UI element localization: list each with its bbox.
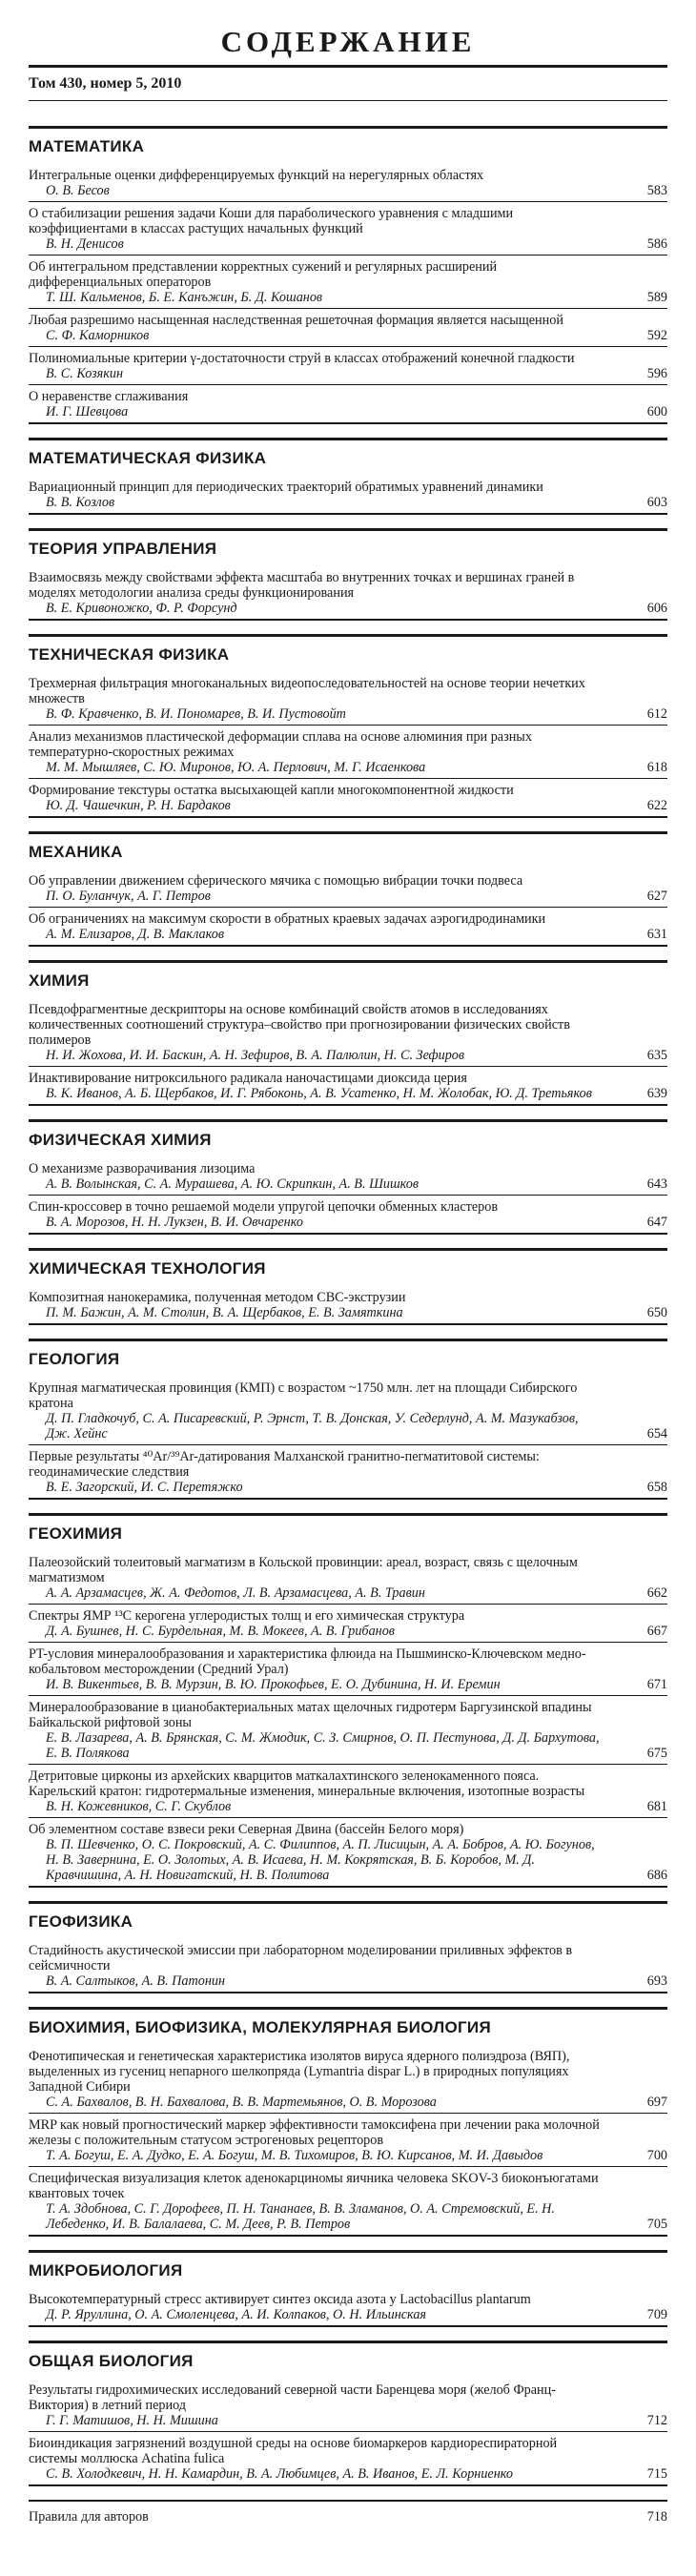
page-title: СОДЕРЖАНИЕ [220,25,476,58]
article-authors: Н. И. Жохова, И. И. Баскин, А. Н. Зефиров, В. А. Палюлин, Н. С. Зефиров [46,1048,465,1063]
page-number: 647 [646,1215,667,1230]
article-authors: П. О. Буланчук, А. Г. Петров [46,889,211,904]
section-entries [29,1284,667,1325]
page-number: 650 [646,1305,667,1320]
authors-rules-entry[interactable] [29,2500,667,2531]
page-number: 639 [646,1086,667,1101]
page-number: 693 [646,1973,667,1989]
page-number: 643 [646,1176,667,1192]
toc-entry[interactable] [29,1643,667,1696]
authors-row [29,706,667,722]
authors-row [29,183,667,198]
toc-entry[interactable] [29,1551,667,1605]
article-title: Фенотипическая и генетическая характеристика изолятов вируса ядерного полиэдроза (ВЯП), выделенных из гусениц непарного шелкопряда (Lymantria dispar L.) в природных популяциях Западной Сибири [29,2049,570,2095]
section-entries [29,1937,667,1993]
article-authors: А. В. Волынская, С. А. Мурашева, А. Ю. Скрипкин, А. В. Шишков [46,1176,420,1192]
authors-row [29,798,667,813]
toc-entry[interactable] [29,1696,667,1765]
article-title: Трехмерная фильтрация многоканальных видеопоследовательностей на основе теории нечетких множеств [29,676,585,706]
page-number: 697 [646,2095,667,2110]
article-authors: Т. А. Богуш, Е. А. Дудко, Е. А. Богуш, М. В. Тихомиров, В. Ю. Кирсанов, М. И. Давыдов [46,2148,543,2163]
article-authors: В. Е. Кривоножко, Ф. Р. Форсунд [46,601,237,616]
toc-section [29,1513,667,1888]
toc-entry[interactable] [29,998,667,1067]
article-authors: В. Н. Денисов [46,236,124,252]
article-title: Интегральные оценки дифференцируемых функций на нерегулярных областях [29,168,484,183]
article-authors: В. С. Козякин [46,366,124,381]
article-title: Об элементном составе взвеси реки Северная Двина (бассейн Белого моря) [29,1822,464,1837]
page-number: 667 [646,1624,667,1639]
page-number: 612 [646,706,667,722]
article-title: Формирование текстуры остатка высыхающей капли многокомпонентной жидкости [29,783,514,798]
article-authors: М. М. Мышляев, С. Ю. Миронов, Ю. А. Перлович, М. Г. Исаенкова [46,760,426,775]
authors-row [29,2307,667,2322]
article-title: Об интегральном представлении корректных сужений и регулярных расширений дифференциальных операторов [29,259,498,290]
toc-section [29,2341,667,2486]
title-rule [29,65,667,68]
page-number: 583 [646,183,667,198]
authors-row [29,1677,667,1692]
article-authors: В. В. Козлов [46,495,115,510]
section-heading: МИКРОБИОЛОГИЯ [29,2250,667,2286]
authors-row [29,404,667,419]
toc-entry[interactable] [29,476,667,515]
article-title: Крупная магматическая провинция (КМП) с возрастом ~1750 млн. лет на площади Сибирского кратона [29,1380,578,1411]
section-entries [29,162,667,424]
toc-entry[interactable] [29,164,667,202]
toc-entry[interactable] [29,256,667,309]
section-entries [29,996,667,1106]
authors-row [29,1624,667,1639]
page-number: 618 [646,760,667,775]
authors-row [29,328,667,343]
article-title: PT-условия минералообразования и характеристика флюида на Пышминско-Ключевском медно-кобальтовом месторождении (Средний Урал) [29,1646,586,1677]
article-title: О механизме разворачивания лизоцима [29,1161,256,1176]
page-number: 596 [646,366,667,381]
section-heading: ГЕОЛОГИЯ [29,1339,667,1375]
page-number: 709 [646,2307,667,2322]
article-authors: Д. Р. Яруллина, О. А. Смоленцева, А. И. Колпаков, О. Н. Ильинская [46,2307,427,2322]
section-heading: БИОХИМИЯ, БИОФИЗИКА, МОЛЕКУЛЯРНАЯ БИОЛОГИЯ [29,2007,667,2043]
article-title: Псевдофрагментные дескрипторы на основе комбинаций свойств атомов в исследованиях количественных соотношений структура–свойство при прогнозировании физических свойств полимеров [29,1002,570,1048]
article-authors: В. Е. Загорский, И. С. Перетяжко [46,1480,243,1495]
article-authors: И. Г. Шевцова [46,404,129,419]
article-authors: В. А. Салтыков, А. В. Патонин [46,1973,226,1989]
article-title: Композитная нанокерамика, полученная методом СВС-экструзии [29,1290,406,1305]
toc-entry[interactable] [29,2045,667,2114]
article-title: Об ограничениях на максимум скорости в обратных краевых задачах аэрогидродинамики [29,911,546,927]
section-entries [29,2286,667,2327]
article-title: Любая разрешимо насыщенная наследственная решеточная формация является насыщенной [29,313,563,328]
authors-row [29,1480,667,1495]
authors-row [29,2148,667,2163]
authors-row [29,1730,667,1761]
section-entries [29,1155,667,1235]
authors-rules-page: 718 [646,2509,667,2525]
article-title: Высокотемпературный стресс активирует синтез оксида азота у Lactobacillus plantarum [29,2292,531,2307]
toc-section [29,960,667,1106]
section-heading: ХИМИЯ [29,960,667,996]
toc-section [29,831,667,947]
article-title: Об управлении движением сферического мячика с помощью вибрации точки подвеса [29,873,523,889]
article-authors: А. А. Арзамасцев, Ж. А. Федотов, Л. В. Арзамасцева, А. В. Травин [46,1585,425,1601]
toc-entry[interactable] [29,1067,667,1106]
volume-info: Том 430, номер 5, 2010 [29,75,182,92]
authors-row [29,1048,667,1063]
article-title: Вариационный принцип для периодических траекторий обратимых уравнений динамики [29,480,543,495]
article-title: Взаимосвязь между свойствами эффекта масштаба во внутренних точках и вершинах граней в моделях методологии анализа среды функционирования [29,570,575,601]
authors-row [29,760,667,775]
authors-row [29,1799,667,1814]
volume-rule [29,100,667,101]
section-heading: ТЕОРИЯ УПРАВЛЕНИЯ [29,528,667,564]
page-number: 712 [646,2413,667,2428]
authors-row [29,1176,667,1192]
article-authors: В. П. Шевченко, О. С. Покровский, А. С. Филиппов, А. П. Лисицын, А. А. Бобров, А. Ю. Богунов, Н. В. Завернина, Е. О. Золотых, А. В. Исаева, Н. М. Кокрятская, В. Б. Коробов, М. Д. Кравчишина, А. Н. Новигатский, Н. В. Политова [46,1837,595,1883]
authors-row [29,927,667,942]
article-title: Спектры ЯМР ¹³C керогена углеродистых толщ и его химическая структура [29,1608,465,1624]
page-number: 606 [646,601,667,616]
page-number: 671 [646,1677,667,1692]
article-authors: А. М. Елизаров, Д. В. Маклаков [46,927,225,942]
toc-entry[interactable] [29,672,667,726]
article-authors: В. Ф. Кравченко, В. И. Пономарев, В. И. Пустовойт [46,706,346,722]
toc-entry[interactable] [29,2432,667,2486]
page-number: 658 [646,1480,667,1495]
toc-section [29,1248,667,1325]
toc-entry[interactable] [29,1157,667,1196]
article-authors: Ю. Д. Чашечкин, Р. Н. Бардаков [46,798,231,813]
toc-entry[interactable] [29,566,667,621]
authors-row [29,889,667,904]
authors-row [29,1585,667,1601]
page-number: 715 [646,2466,667,2482]
toc-entry[interactable] [29,1818,667,1888]
toc-entry[interactable] [29,2379,667,2432]
page-number: 686 [646,1868,667,1883]
page-number: 681 [646,1799,667,1814]
authors-row [29,2466,667,2482]
article-title: Минералообразование в цианобактериальных матах щелочных гидротерм Баргузинской впадины Байкальской рифтовой зоны [29,1700,592,1730]
toc-entry[interactable] [29,779,667,818]
section-heading: ФИЗИЧЕСКАЯ ХИМИЯ [29,1119,667,1155]
toc-entry[interactable] [29,202,667,256]
authors-row [29,2413,667,2428]
authors-row [29,2095,667,2110]
toc-section [29,634,667,818]
section-entries [29,474,667,515]
article-authors: О. В. Бесов [46,183,110,198]
article-authors: Е. В. Лазарева, А. В. Брянская, С. М. Жмодик, С. З. Смирнов, О. П. Пестунова, Д. Д. Бархутова, Е. В. Полякова [46,1730,600,1761]
article-authors: В. К. Иванов, А. Б. Щербаков, И. Г. Рябоконь, А. В. Усатенко, Н. М. Жолобак, Ю. Д. Третьяков [46,1086,592,1101]
toc-entry[interactable] [29,1196,667,1235]
toc-section [29,2007,667,2237]
authors-row [29,236,667,252]
authors-row [29,495,667,510]
article-title: Результаты гидрохимических исследований северной части Баренцева моря (желоб Франц-Виктория) в летний период [29,2382,556,2413]
section-entries [29,2377,667,2486]
authors-row [29,1837,667,1883]
toc-entry[interactable] [29,908,667,947]
article-authors: Т. Ш. Кальменов, Б. Е. Канъжин, Б. Д. Кошанов [46,290,323,305]
page-number: 622 [646,798,667,813]
toc-entry[interactable] [29,1286,667,1325]
section-entries [29,564,667,621]
authors-row [29,290,667,305]
section-heading: ХИМИЧЕСКАЯ ТЕХНОЛОГИЯ [29,1248,667,1284]
article-authors: П. М. Бажин, А. М. Столин, В. А. Щербаков, Е. В. Замяткина [46,1305,403,1320]
authors-row [29,1973,667,1989]
article-authors: Т. А. Здобнова, С. Г. Дорофеев, П. Н. Тананаев, В. В. Зламанов, О. А. Стремовский, Е. Н. Лебеденко, И. В. Балалаева, С. М. Деев, Р. В. Петров [46,2201,555,2232]
section-entries [29,868,667,947]
article-title: О стабилизации решения задачи Коши для параболического уравнения с младшими коэффициентами в классах растущих начальных функций [29,206,514,236]
toc-entry[interactable] [29,1377,667,1445]
page-number: 589 [646,290,667,305]
article-title: Анализ механизмов пластической деформации сплава на основе алюминия при разных температурно-скоростных режимах [29,729,532,760]
page-number: 627 [646,889,667,904]
section-heading: МАТЕМАТИЧЕСКАЯ ФИЗИКА [29,438,667,474]
toc-entry[interactable] [29,347,667,385]
section-heading: МЕХАНИКА [29,831,667,868]
toc-entry[interactable] [29,385,667,424]
toc-section [29,2250,667,2327]
article-authors: И. В. Викентьев, В. В. Мурзин, В. Ю. Прокофьев, Е. О. Дубинина, Н. И. Еремин [46,1677,501,1692]
authors-rules-label: Правила для авторов [29,2509,149,2525]
toc-section [29,528,667,621]
section-heading: ТЕХНИЧЕСКАЯ ФИЗИКА [29,634,667,670]
authors-row [29,2201,667,2232]
page-number: 592 [646,328,667,343]
article-authors: Д. П. Гладкочуб, С. А. Писаревский, Р. Эрнст, Т. В. Донская, У. Седерлунд, А. М. Мазукабзов, Дж. Хейнс [46,1411,579,1441]
section-entries [29,1549,667,1888]
toc-entry[interactable] [29,726,667,779]
article-authors: В. А. Морозов, Н. Н. Лукзен, В. И. Овчаренко [46,1215,303,1230]
section-heading: ГЕОХИМИЯ [29,1513,667,1549]
authors-row [29,601,667,616]
toc-section [29,438,667,515]
section-entries [29,2043,667,2237]
section-entries [29,1375,667,1500]
table-of-contents [29,126,667,2486]
article-title: Стадийность акустической эмиссии при лабораторном моделировании приливных эффектов в сейсмичности [29,1943,573,1973]
article-title: Биоиндикация загрязнений воздушной среды на основе биомаркеров кардиореспираторной системы моллюска Achatina fulica [29,2436,558,2466]
section-heading: ГЕОФИЗИКА [29,1901,667,1937]
page-number: 700 [646,2148,667,2163]
page-number: 662 [646,1585,667,1601]
section-entries [29,670,667,818]
article-title: О неравенстве сглаживания [29,389,189,404]
authors-row [29,1086,667,1101]
toc-entry[interactable] [29,2288,667,2327]
toc-section [29,1119,667,1235]
authors-row [29,1411,667,1441]
toc-entry[interactable] [29,2167,667,2237]
page-number: 603 [646,495,667,510]
toc-entry[interactable] [29,2114,667,2167]
page-number: 675 [646,1746,667,1761]
toc-section [29,1901,667,1993]
page-number: 705 [646,2217,667,2232]
article-authors: Д. А. Бушнев, Н. С. Бурдельная, М. В. Мокеев, А. В. Грибанов [46,1624,395,1639]
article-title: Инактивирование нитроксильного радикала наночастицами диоксида церия [29,1071,467,1086]
section-heading: МАТЕМАТИКА [29,126,667,162]
article-authors: С. В. Холодкевич, Н. Н. Камардин, В. А. Любимцев, А. В. Иванов, Е. Л. Корниенко [46,2466,513,2482]
authors-row [29,366,667,381]
page-number: 635 [646,1048,667,1063]
article-title: Палеозойский толеитовый магматизм в Кольской провинции: ареал, возраст, связь с щелочным магматизмом [29,1555,578,1585]
page-number: 631 [646,927,667,942]
authors-row [29,1305,667,1320]
article-title: Детритовые цирконы из архейских кварцитов маткалахтинского зеленокаменного пояса. Карельский кратон: гидротермальные изменения, минеральные включения, изотопные возрасты [29,1768,585,1799]
section-heading: ОБЩАЯ БИОЛОГИЯ [29,2341,667,2377]
toc-entry[interactable] [29,1605,667,1643]
article-authors: С. А. Бахвалов, В. Н. Бахвалова, В. В. Мартемьянов, О. В. Морозова [46,2095,437,2110]
article-title: Полиномиальные критерии γ-достаточности струй в классах отображений конечной гладкости [29,351,575,366]
toc-entry[interactable] [29,1939,667,1993]
authors-row [29,1215,667,1230]
toc-entry[interactable] [29,1765,667,1818]
article-title: MRP как новый прогностический маркер эффективности тамоксифена при лечении рака молочной железы с положительным статусом эстрогеновых рецепторов [29,2117,600,2148]
article-authors: С. Ф. Каморников [46,328,150,343]
article-title: Первые результаты ⁴⁰Ar/³⁹Ar-датирования Малханской гранитно-пегматитовой системы: геодинамические следствия [29,1449,540,1480]
page-number: 654 [646,1426,667,1441]
article-title: Спин-кроссовер в точно решаемой модели упругой цепочки обменных кластеров [29,1199,499,1215]
toc-section [29,1339,667,1500]
page-number: 600 [646,404,667,419]
toc-entry[interactable] [29,1445,667,1500]
article-title: Специфическая визуализация клеток аденокарциномы яичника человека SKOV-3 биоконъюгатами квантовых точек [29,2171,599,2201]
article-authors: В. Н. Кожевников, С. Г. Скублов [46,1799,232,1814]
toc-entry[interactable] [29,869,667,908]
toc-section [29,126,667,424]
page-number: 586 [646,236,667,252]
toc-entry[interactable] [29,309,667,347]
article-authors: Г. Г. Матишов, Н. Н. Мишина [46,2413,218,2428]
